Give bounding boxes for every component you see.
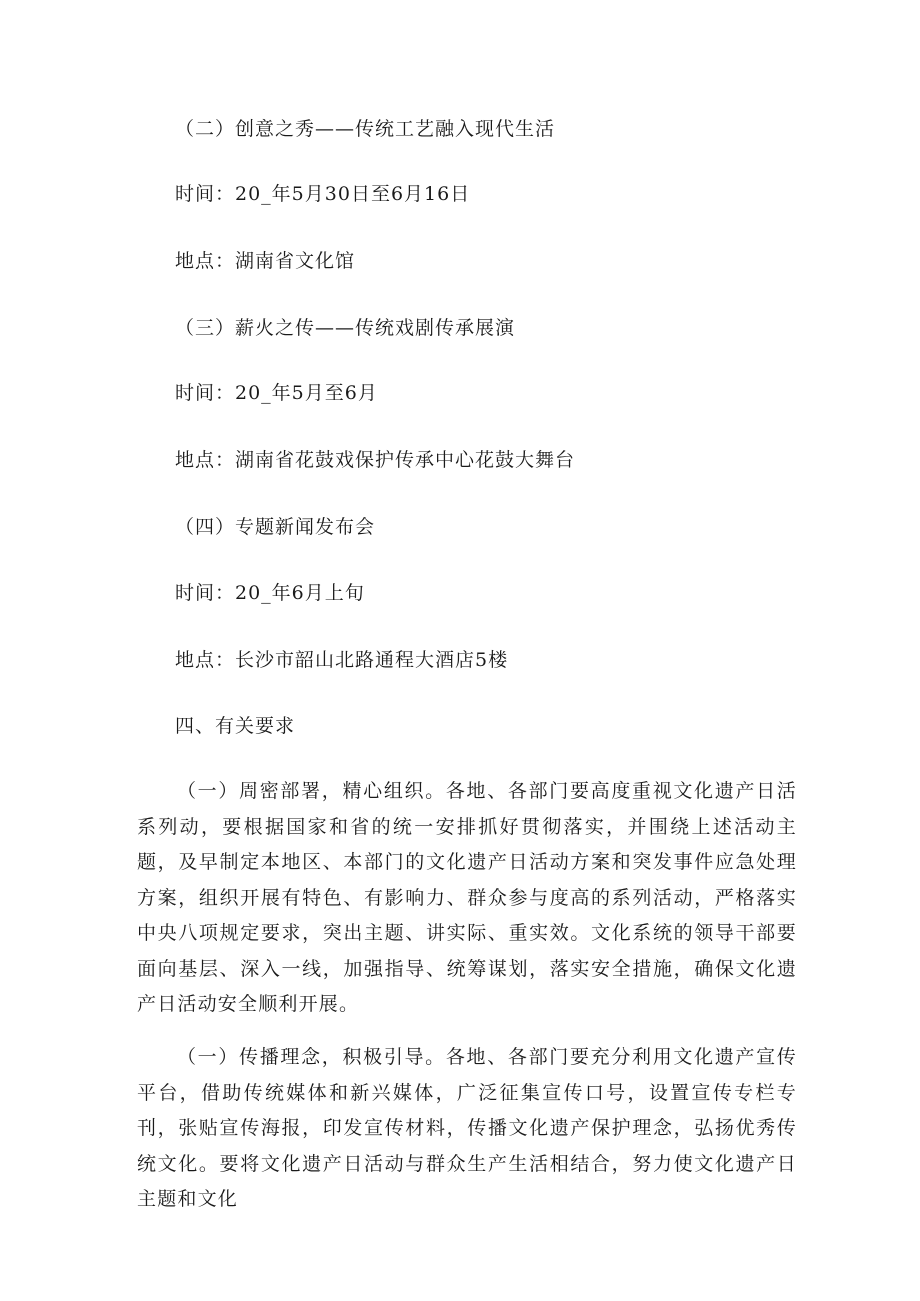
section-2-title: （二）创意之秀——传统工艺融入现代生活: [175, 118, 556, 140]
section-2-place: 地点：湖南省文化馆: [175, 250, 356, 272]
section-4-time: 时间：20_年6月上旬: [175, 582, 365, 604]
paragraph-promotion: （一）传播理念，积极引导。各地、各部门要充分利用文化遗产宣传平台，借助传统媒体和新兴媒体，广泛征集宣传口号，设置宣传专栏专刊，张贴宣传海报，印发宣传材料，传播文化遗产保护理念，弘扬优秀传统文化。要将文化遗产日活动与群众生产生活相结合，努力使文化遗产日主题和文化: [137, 1046, 797, 1210]
section-3-time: 时间：20_年5月至6月: [175, 382, 378, 404]
section-3-title: （三）薪火之传——传统戏剧传承展演: [175, 317, 516, 339]
section-4-title: （四）专题新闻发布会: [175, 516, 376, 538]
section-3-place: 地点：湖南省花鼓戏保护传承中心花鼓大舞台: [175, 449, 576, 471]
requirements-heading: 四、有关要求: [175, 715, 296, 737]
section-4-place: 地点：长沙市韶山北路通程大酒店5楼: [175, 649, 509, 671]
paragraph-organization: （一）周密部署，精心组织。各地、各部门要高度重视文化遗产日活系列动，要根据国家和省的统一安排抓好贯彻落实，并围绕上述活动主题，及早制定本地区、本部门的文化遗产日活动方案和突发事件应急处理方案，组织开展有特色、有影响力、群众参与度高的系列活动，严格落实中央八项规定要求，突出主题、讲实际、重实效。文化系统的领导干部要面向基层、深入一线，加强指导、统筹谋划，落实安全措施，确保文化遗产日活动安全顺利开展。: [137, 780, 797, 1015]
section-2-time: 时间：20_年5月30日至6月16日: [175, 183, 471, 205]
